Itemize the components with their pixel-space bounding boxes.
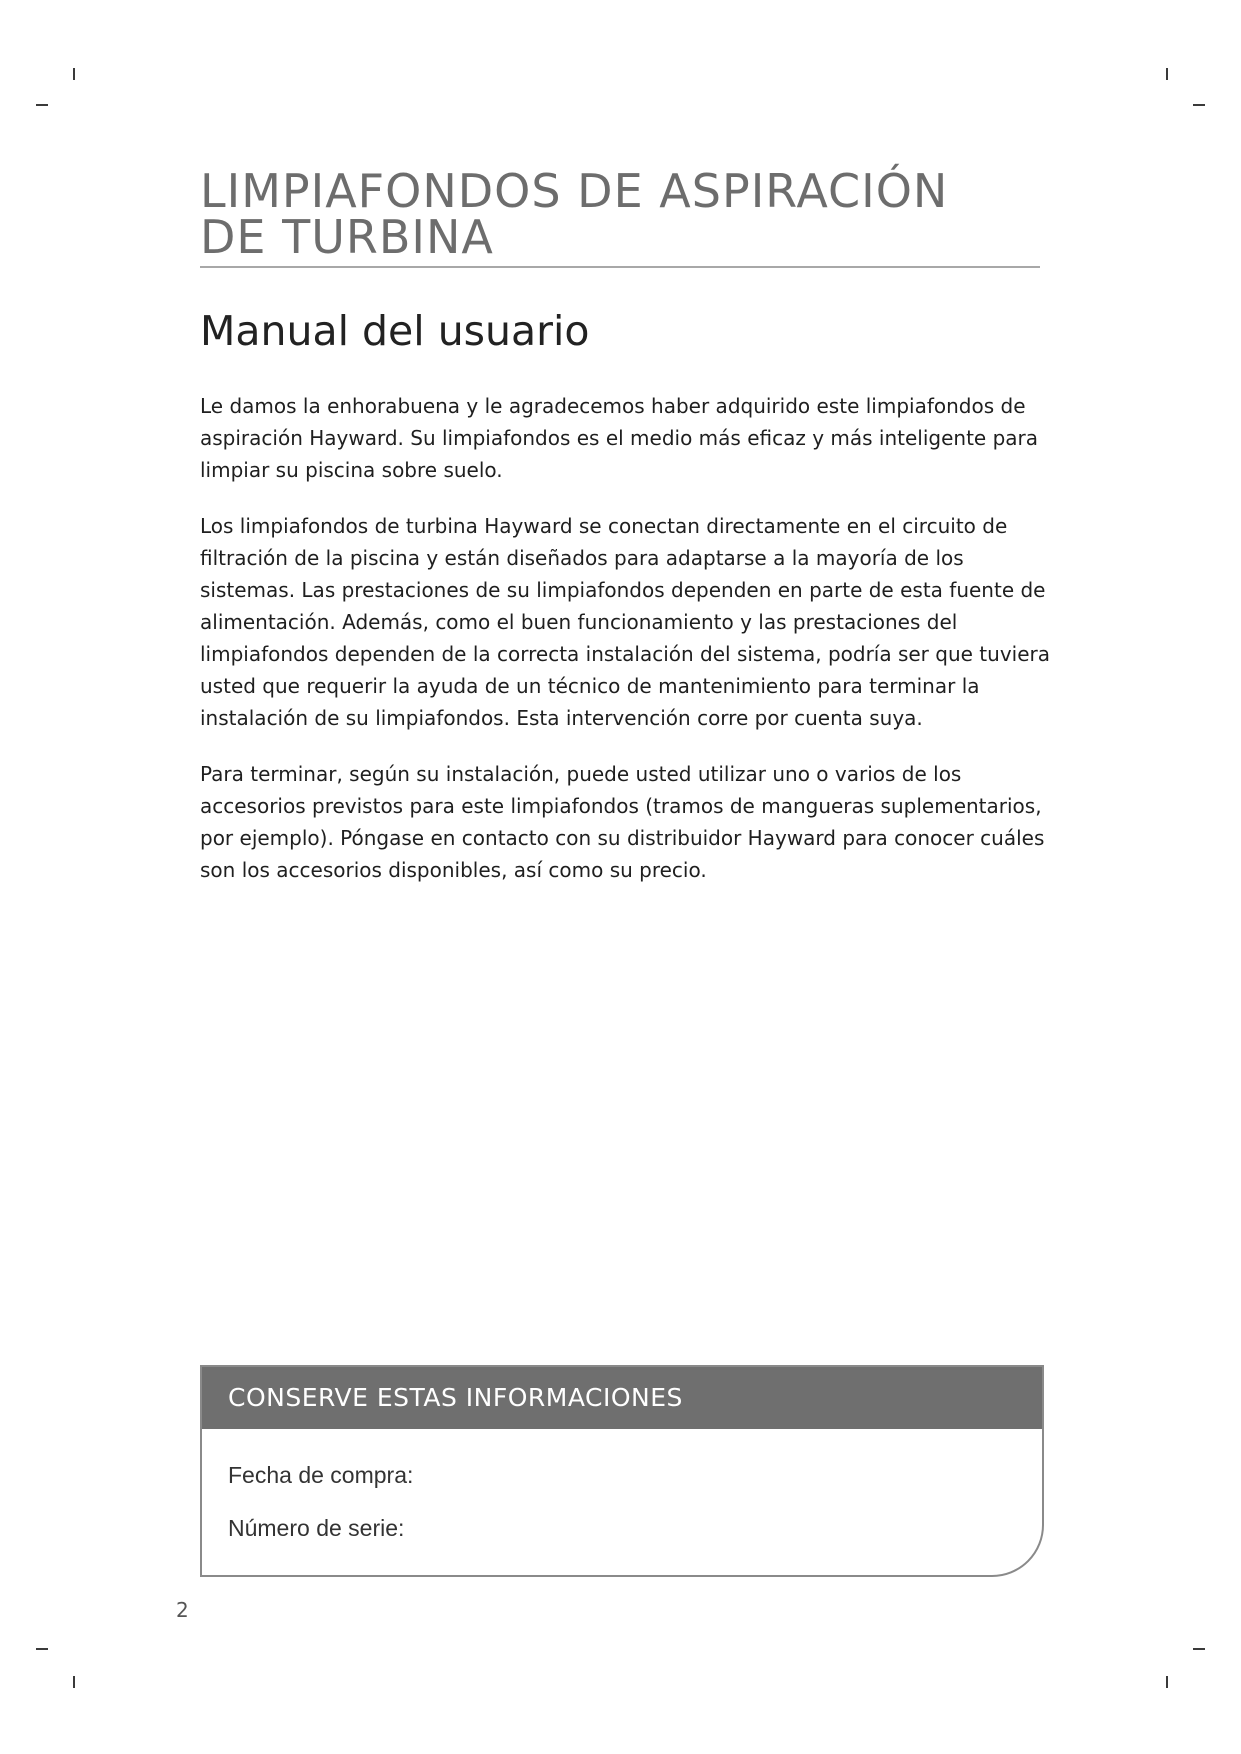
paragraph: Los limpiafondos de turbina Hayward se conectan directamente en el circuito de filtración de la piscina y están diseñados para adaptarse a la mayoría de los sistemas. Las prestaciones de su limpiafondos dependen en parte de esta fuente de alimentación. Además, como el buen funcionamiento y las prestaciones del limpiafondos dependen de la correcta instalación del sistema, podría ser que tuviera usted que requerir la ayuda de un técnico de mantenimiento para terminar la instalación de su limpiafondos. Esta intervención corre por cuenta suya. — [200, 514, 1050, 730]
purchase-date-label: Fecha de compra: — [228, 1462, 414, 1488]
document-title — [200, 164, 1060, 264]
crop-mark — [1193, 104, 1205, 106]
crop-mark — [36, 104, 48, 106]
title-line: DE TURBINA — [200, 210, 494, 264]
crop-mark — [73, 1676, 75, 1688]
page-number: 2 — [176, 1598, 189, 1622]
serial-number-label: Número de serie: — [228, 1515, 405, 1541]
title-line: LIMPIAFONDOS DE ASPIRACIÓN — [200, 164, 949, 218]
crop-mark — [1166, 1676, 1168, 1688]
crop-mark — [36, 1648, 48, 1650]
paragraph: Le damos la enhorabuena y le agradecemos haber adquirido este limpiafondos de aspiración Hayward. Su limpiafondos es el medio más eficaz y más inteligente para limpiar su piscina sobre suelo. — [200, 394, 1039, 482]
crop-mark — [1166, 68, 1168, 80]
paragraph: Para terminar, según su instalación, puede usted utilizar uno o varios de los accesorios previstos para este limpiafondos (tramos de mangueras suplementarios, por ejemplo). Póngase en contacto con su distribuidor Hayward para conocer cuáles son los accesorios disponibles, así como su precio. — [200, 762, 1045, 882]
crop-mark — [1193, 1648, 1205, 1650]
info-box-header: CONSERVE ESTAS INFORMACIONES — [202, 1367, 1042, 1429]
title-divider — [200, 266, 1040, 268]
info-box — [200, 1365, 1044, 1577]
body-text — [200, 390, 1050, 910]
document-subtitle: Manual del usuario — [200, 307, 590, 355]
crop-mark — [73, 68, 75, 80]
